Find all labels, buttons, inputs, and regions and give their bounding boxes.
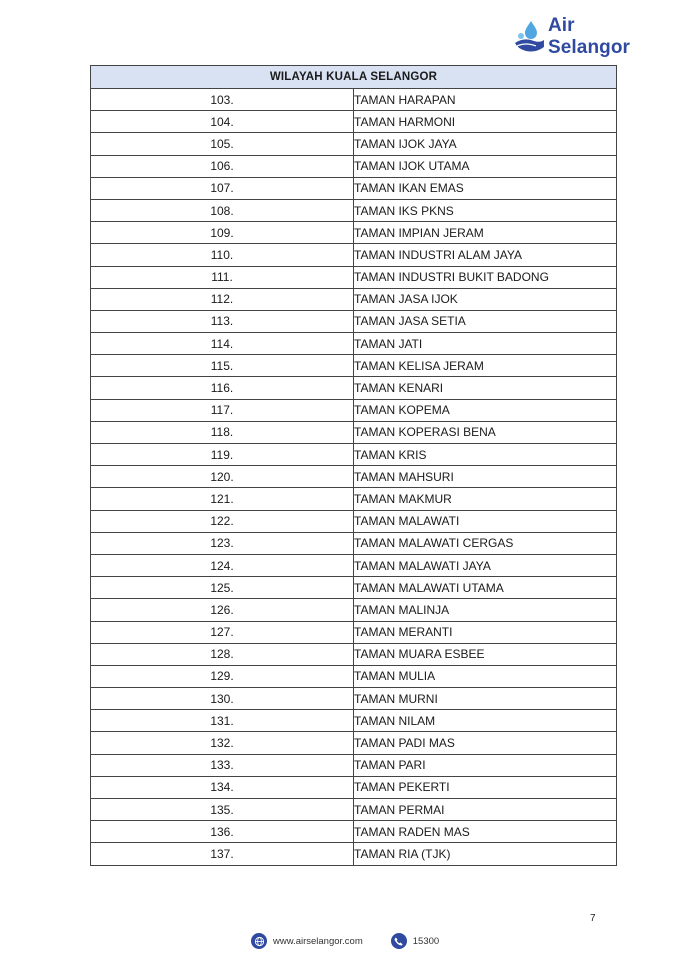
row-number: 120. [91, 466, 354, 488]
row-area-name: TAMAN MAHSURI [354, 466, 617, 488]
row-number: 135. [91, 799, 354, 821]
row-area-name: TAMAN HARAPAN [354, 89, 617, 111]
table-row [91, 532, 617, 554]
row-area-name: TAMAN PARI [354, 754, 617, 776]
table-row [91, 377, 617, 399]
row-number: 137. [91, 843, 354, 865]
row-area-name: TAMAN MERANTI [354, 621, 617, 643]
table-row [91, 266, 617, 288]
footer-phone[interactable]: 15300 [412, 935, 440, 947]
table-row [91, 155, 617, 177]
row-number: 130. [91, 688, 354, 710]
table-row [91, 776, 617, 798]
row-area-name: TAMAN PEKERTI [354, 776, 617, 798]
table-row [91, 244, 617, 266]
row-area-name: TAMAN MALAWATI JAYA [354, 554, 617, 576]
table-row [91, 799, 617, 821]
globe-icon [251, 933, 267, 949]
footer [251, 932, 439, 950]
table-row [91, 488, 617, 510]
row-area-name: TAMAN KOPEMA [354, 399, 617, 421]
table-row [91, 710, 617, 732]
row-area-name: TAMAN INDUSTRI BUKIT BADONG [354, 266, 617, 288]
row-number: 117. [91, 399, 354, 421]
row-number: 122. [91, 510, 354, 532]
row-number: 118. [91, 421, 354, 443]
row-area-name: TAMAN RADEN MAS [354, 821, 617, 843]
row-number: 105. [91, 133, 354, 155]
row-area-name: TAMAN KOPERASI BENA [354, 421, 617, 443]
row-area-name: TAMAN IJOK UTAMA [354, 155, 617, 177]
phone-icon [391, 933, 407, 949]
row-number: 116. [91, 377, 354, 399]
row-area-name: TAMAN PERMAI [354, 799, 617, 821]
row-number: 123. [91, 532, 354, 554]
row-number: 131. [91, 710, 354, 732]
row-number: 110. [91, 244, 354, 266]
row-area-name: TAMAN MALAWATI UTAMA [354, 577, 617, 599]
table-row [91, 222, 617, 244]
row-number: 119. [91, 444, 354, 466]
row-number: 104. [91, 111, 354, 133]
row-area-name: TAMAN MAKMUR [354, 488, 617, 510]
row-number: 121. [91, 488, 354, 510]
row-number: 124. [91, 554, 354, 576]
row-number: 132. [91, 732, 354, 754]
row-area-name: TAMAN INDUSTRI ALAM JAYA [354, 244, 617, 266]
row-number: 134. [91, 776, 354, 798]
row-number: 136. [91, 821, 354, 843]
table-row [91, 89, 617, 111]
table-row [91, 466, 617, 488]
table-row [91, 177, 617, 199]
table-row [91, 754, 617, 776]
table-row [91, 288, 617, 310]
row-number: 109. [91, 222, 354, 244]
row-area-name: TAMAN IKAN EMAS [354, 177, 617, 199]
row-area-name: TAMAN JASA SETIA [354, 310, 617, 332]
row-area-name: TAMAN MULIA [354, 665, 617, 687]
row-area-name: TAMAN KENARI [354, 377, 617, 399]
table-row [91, 333, 617, 355]
page-number: 7 [590, 913, 596, 924]
row-area-name: TAMAN MURNI [354, 688, 617, 710]
table-row [91, 444, 617, 466]
brand-name: Air Selangor [547, 15, 631, 58]
row-area-name: TAMAN IKS PKNS [354, 199, 617, 221]
row-number: 115. [91, 355, 354, 377]
row-number: 103. [91, 89, 354, 111]
row-number: 107. [91, 177, 354, 199]
row-number: 112. [91, 288, 354, 310]
table-row [91, 688, 617, 710]
row-number: 125. [91, 577, 354, 599]
table-row [91, 554, 617, 576]
row-area-name: TAMAN PADI MAS [354, 732, 617, 754]
row-number: 108. [91, 199, 354, 221]
table-row [91, 510, 617, 532]
row-area-name: TAMAN IMPIAN JERAM [354, 222, 617, 244]
row-area-name: TAMAN JATI [354, 333, 617, 355]
table-row [91, 399, 617, 421]
row-number: 133. [91, 754, 354, 776]
row-number: 126. [91, 599, 354, 621]
row-area-name: TAMAN MALINJA [354, 599, 617, 621]
table-header: WILAYAH KUALA SELANGOR [91, 66, 617, 89]
row-number: 129. [91, 665, 354, 687]
table-row [91, 643, 617, 665]
table-row [91, 310, 617, 332]
table-body [91, 89, 617, 866]
row-area-name: TAMAN MALAWATI CERGAS [354, 532, 617, 554]
row-number: 128. [91, 643, 354, 665]
row-area-name: TAMAN MALAWATI [354, 510, 617, 532]
row-number: 111. [91, 266, 354, 288]
table-row [91, 577, 617, 599]
footer-website[interactable]: www.airselangor.com [273, 935, 363, 947]
table-row [91, 821, 617, 843]
table-row [91, 199, 617, 221]
row-number: 113. [91, 310, 354, 332]
table-row [91, 665, 617, 687]
row-area-name: TAMAN JASA IJOK [354, 288, 617, 310]
table-row [91, 421, 617, 443]
table-row [91, 355, 617, 377]
row-area-name: TAMAN NILAM [354, 710, 617, 732]
water-drop-logo-icon [512, 19, 546, 55]
row-number: 127. [91, 621, 354, 643]
table-row [91, 133, 617, 155]
row-area-name: TAMAN IJOK JAYA [354, 133, 617, 155]
row-area-name: TAMAN KELISA JERAM [354, 355, 617, 377]
row-number: 114. [91, 333, 354, 355]
table-row [91, 111, 617, 133]
row-area-name: TAMAN MUARA ESBEE [354, 643, 617, 665]
row-area-name: TAMAN HARMONI [354, 111, 617, 133]
table-row [91, 621, 617, 643]
table-header-row [91, 66, 617, 89]
row-area-name: TAMAN KRIS [354, 444, 617, 466]
table-row [91, 732, 617, 754]
row-area-name: TAMAN RIA (TJK) [354, 843, 617, 865]
table-row [91, 843, 617, 865]
row-number: 106. [91, 155, 354, 177]
area-list-table [90, 65, 617, 866]
air-selangor-logo [512, 15, 662, 58]
table-row [91, 599, 617, 621]
